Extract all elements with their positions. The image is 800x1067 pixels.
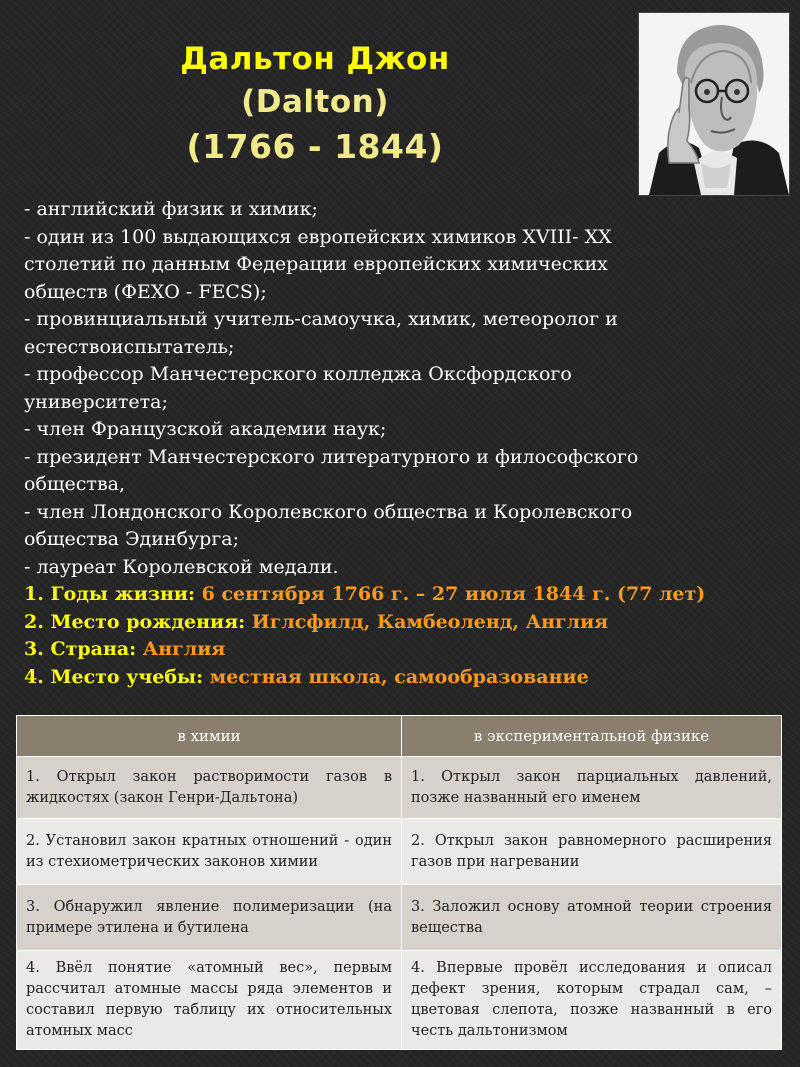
fact-label: 1. Годы жизни: [24, 583, 202, 605]
table-cell: 4. Впервые провёл исследования и описал дефект зрения, которым страдал сам, – цветовая слепота, позже названный в его честь дальтонизмом [402, 951, 782, 1050]
fact-label: 3. Страна: [24, 638, 143, 660]
achievements-table [16, 715, 782, 1050]
fact-label: 2. Место рождения: [24, 610, 252, 633]
bio-line: - член Французской академии наук; [24, 418, 387, 440]
bio-line: - президент Манчестерского литературного и философского [24, 445, 639, 468]
fact-value: Иглсфилд, Камбеоленд, Англия [251, 610, 609, 633]
biography [24, 196, 764, 691]
bio-line: - член Лондонского Королевского общества и Королевского [24, 500, 633, 523]
title-name: Дальтон Джон [180, 41, 450, 77]
fact-lifespan [24, 581, 764, 609]
table-cell: 1. Открыл закон парциальных давлений, позже названный его именем [402, 757, 782, 819]
title-latin-name: (Dalton) [241, 83, 389, 120]
table-row [17, 885, 782, 951]
slide-title [150, 38, 480, 169]
column-header-chemistry: в химии [17, 716, 402, 757]
bio-line: - лауреат Королевской медали. [24, 555, 339, 578]
portrait-of-john-dalton-icon [638, 12, 790, 196]
bio-line: - провинциальный учитель-самоучка, химик, метеоролог и [24, 308, 618, 330]
bio-line: общества Эдинбурга; [24, 528, 240, 550]
fact-value: Англия [142, 638, 226, 660]
fact-country [24, 636, 764, 664]
fact-value: местная школа, самообразование [209, 665, 589, 688]
table-cell: 2. Установил закон кратных отношений - один из стехиометрических законов химии [17, 819, 402, 885]
table-row [17, 757, 782, 819]
column-header-physics: в экспериментальной физике [402, 716, 782, 757]
bio-line: - один из 100 выдающихся европейских химиков XVIII- XX [24, 225, 612, 248]
table-row [17, 951, 782, 1050]
bio-line: - профессор Манчестерского колледжа Оксфордского [24, 363, 572, 385]
table-cell: 2. Открыл закон равномерного расширения газов при нагревании [402, 819, 782, 885]
bio-line: естествоиспытатель; [24, 335, 235, 358]
fact-label: 4. Место учебы: [24, 665, 210, 688]
table-cell: 4. Ввёл понятие «атомный вес», первым рассчитал атомные массы ряда элементов и составил первую таблицу их относительных атомных масс [17, 951, 402, 1050]
table-cell: 1. Открыл закон растворимости газов в жидкостях (закон Генри-Дальтона) [17, 757, 402, 819]
fact-value: 6 сентября 1766 г. – 27 июля 1844 г. (77 лет) [201, 583, 706, 605]
table-cell: 3. Заложил основу атомной теории строения вещества [402, 885, 782, 951]
bio-line: столетий по данным Федерации европейских химических [24, 253, 608, 275]
bio-line: университета; [24, 390, 168, 413]
table-cell: 3. Обнаружил явление полимеризации (на примере этилена и бутилена [17, 885, 402, 951]
title-years: (1766 - 1844) [186, 126, 444, 166]
bio-line: общества, [24, 473, 126, 495]
table-header-row [17, 716, 782, 757]
fact-education [24, 664, 764, 692]
fact-birthplace [24, 609, 764, 637]
bio-line: - английский физик и химик; [24, 198, 318, 220]
bio-line: обществ (ФЕХО - FECS); [24, 280, 267, 303]
table-row [17, 819, 782, 885]
